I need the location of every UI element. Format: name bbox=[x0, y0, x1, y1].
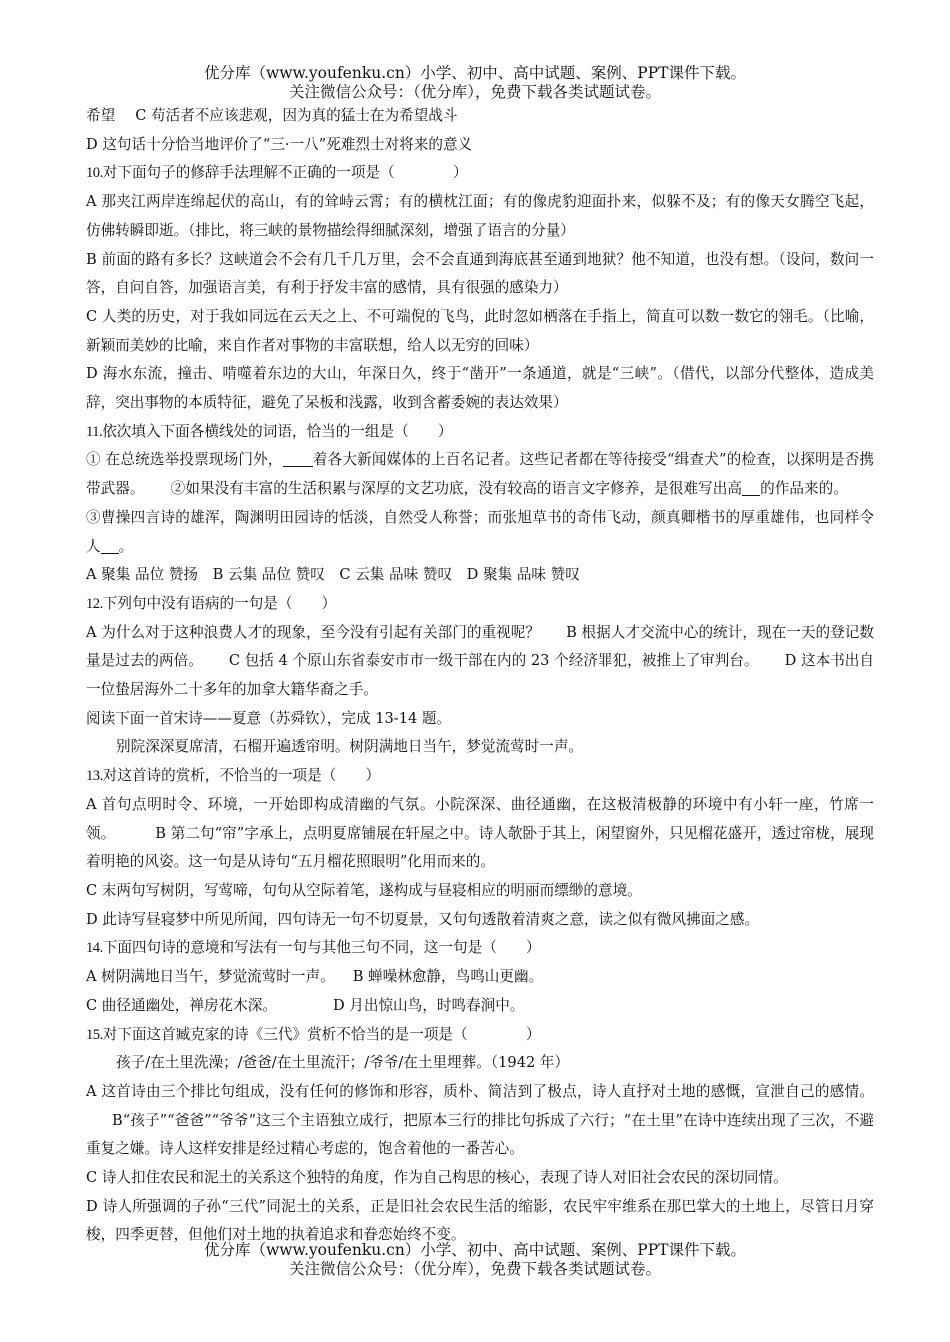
question-15: 15.对下面这首臧克家的诗《三代》赏析不恰当的是一项是（ ） bbox=[86, 1025, 541, 1043]
footer-line-2: 关注微信公众号：（优分库），免费下载各类试题试卷。 bbox=[288, 1260, 661, 1278]
option-line: A 聚集 品位 赞扬 B 云集 品位 赞叹 C 云集 品味 赞叹 D 聚集 品味 赞叹 bbox=[86, 566, 580, 584]
question-11: 11.依次填入下面各横线处的词语，恰当的一组是（ ） bbox=[86, 422, 453, 440]
option-line: C 末两句写树阴，写莺啼，句句从空际着笔，遂构成与昼寝相应的明丽而缥缈的意境。 bbox=[86, 881, 642, 899]
document-body bbox=[86, 102, 874, 1250]
header-line-1: 优分库（www.youfenku.cn）小学、初中、高中试题、案例、PPT课件下载。 bbox=[203, 64, 747, 82]
reading-intro: 阅读下面一首宋诗——夏意（苏舜钦），完成 13-14 题。 bbox=[86, 709, 452, 727]
option-line: D 此诗写昼寝梦中所见所闻，四句诗无一句不切夏景，又句句透散着清爽之意，读之似有微风拂面之感。 bbox=[86, 910, 760, 928]
option-line: A 那夹江两岸连绵起伏的高山，有的耸峙云霄；有的横枕江面；有的像虎豹迎面扑来，似躲不及；有的像天女腾空飞起，仿佛转瞬即逝。（排比，将三峡的景物描绘得细腻深刻，增强了语言的分量） bbox=[86, 193, 874, 239]
option-line: D 海水东流，撞击、啃噬着东边的大山，年深日久，终于“凿开”一条通道，就是“三峡”。（借代，以部分代整体，造成美辞，突出事物的本质特征，避免了呆板和浅露，收到含蓄委婉的表达效果） bbox=[86, 365, 874, 412]
question-10: 10.对下面句子的修辞手法理解不正确的一项是（ ） bbox=[86, 164, 468, 182]
option-line: B 前面的路有多长？这峡道会不会有几千几万里，会不会直通到海底甚至通到地狱？他不知道，也没有想。（设问，数问一答，自问自答，加强语言美，有利于抒发丰富的感情，具有很强的感染力） bbox=[86, 250, 874, 297]
option-line: A 首句点明时令、环境，一开始即构成清幽的气氛。小院深深、曲径通幽，在这极清极静的环境中有小轩一座，竹席一领。 B 第二句“帘”字承上，点明夏席铺展在轩屋之中。诗人欹卧于其上，闲望窗外，只见榴花盛开，透过帘栊，展现着明艳的风姿。这一句是从诗句“五月榴花照眼明”化用而来的。 bbox=[86, 795, 874, 871]
option-line: C 曲径通幽处，禅房花木深。 D 月出惊山鸟，时鸣春涧中。 bbox=[86, 996, 525, 1014]
question-14: 14.下面四句诗的意境和写法有一句与其他三句不同，这一句是（ ） bbox=[86, 939, 541, 957]
option-line: D 诗人所强调的子孙“三代”同泥土的关系，正是旧社会农民生活的缩影，农民牢牢维系在那巴掌大的土地上，尽管日月穿梭，四季更替，但他们对土地的执着追求和眷恋始终不变。 bbox=[86, 1197, 874, 1244]
page-footer bbox=[0, 1241, 950, 1279]
option-line: D 这句话十分恰当地评价了“三·一八”死难烈士对将来的意义 bbox=[86, 135, 473, 153]
fill-blank bbox=[101, 537, 119, 554]
fill-blank bbox=[742, 479, 760, 496]
fill-blank bbox=[283, 450, 313, 467]
footer-line-1: 优分库（www.youfenku.cn）小学、初中、高中试题、案例、PPT课件下载。 bbox=[203, 1241, 747, 1259]
option-line: A 这首诗由三个排比句组成，没有任何的修饰和形容，质朴、简洁到了极点，诗人直抒对土地的感慨，宣泄自己的感情。B“孩子”“爸爸”“爷爷”这三个主语独立成行，把原本三行的排比句拆成了六行；“在土里”在诗中连续出现了三次，不避重复之嫌。诗人这样安排是经过精心考虑的，饱含着他的一番苦心。 bbox=[86, 1082, 874, 1158]
page-header bbox=[0, 64, 950, 102]
question-13: 13.对这首诗的赏析，不恰当的一项是（ ） bbox=[86, 767, 381, 785]
poem-text: 孩子/在土里洗澡；/爸爸/在土里流汗；/爷爷/在土里埋葬。（1942 年） bbox=[116, 1054, 570, 1072]
option-line: C 人类的历史，对于我如同远在云天之上、不可端倪的飞鸟，此时忽如栖落在手指上，简直可以数一数它的翎毛。（比喻，新颖而美妙的比喻，来自作者对事物的丰富联想，给人以无穷的回味） bbox=[86, 307, 874, 354]
poem-text: 别院深深夏席清，石榴开遍透帘明。树阴满地日当午，梦觉流莺时一声。 bbox=[116, 738, 584, 756]
option-line: 希望 C 苟活者不应该悲观，因为真的猛士在为希望战斗 bbox=[86, 107, 458, 124]
option-line: A 为什么对于这种浪费人才的现象，至今没有引起有关部门的重视呢？ B 根据人才交流中心的统计，现在一天的登记数量是过去的两倍。 C 包括 4 个原山东省泰安市市一级干部在内的 23 个经济罪犯，被推上了审判台。 D 这本书出自一位蛰居海外二十多年的加拿大籍华裔之手。 bbox=[86, 623, 875, 699]
option-line: A 树阴满地日当午，梦觉流莺时一声。 B 蝉噪林愈静，鸟鸣山更幽。 bbox=[86, 968, 544, 986]
header-line-2: 关注微信公众号：（优分库），免费下载各类试题试卷。 bbox=[288, 83, 661, 101]
option-line: C 诗人扣住农民和泥土的关系这个独特的角度，作为自己构思的核心，表现了诗人对旧社会农民的深切同情。 bbox=[86, 1169, 788, 1187]
question-12: 12.下列句中没有语病的一句是（ ） bbox=[86, 594, 337, 612]
passage-line: ① 在总统选举投票现场门外， 着各大新闻媒体的上百名记者。这些记者都在等待接受“缉查犬”的检查，以探明是否携带武器。 ②如果没有丰富的生活积累与深厚的文艺功底，没有较高的语言文字修养，是很难写出高 的作品来的。③曹操四言诗的雄浑，陶渊明田园诗的恬淡，自然受人称誉；而张旭草书的奇伟飞动，颜真卿楷书的厚重雄伟，也同样令人 。 bbox=[86, 451, 874, 555]
